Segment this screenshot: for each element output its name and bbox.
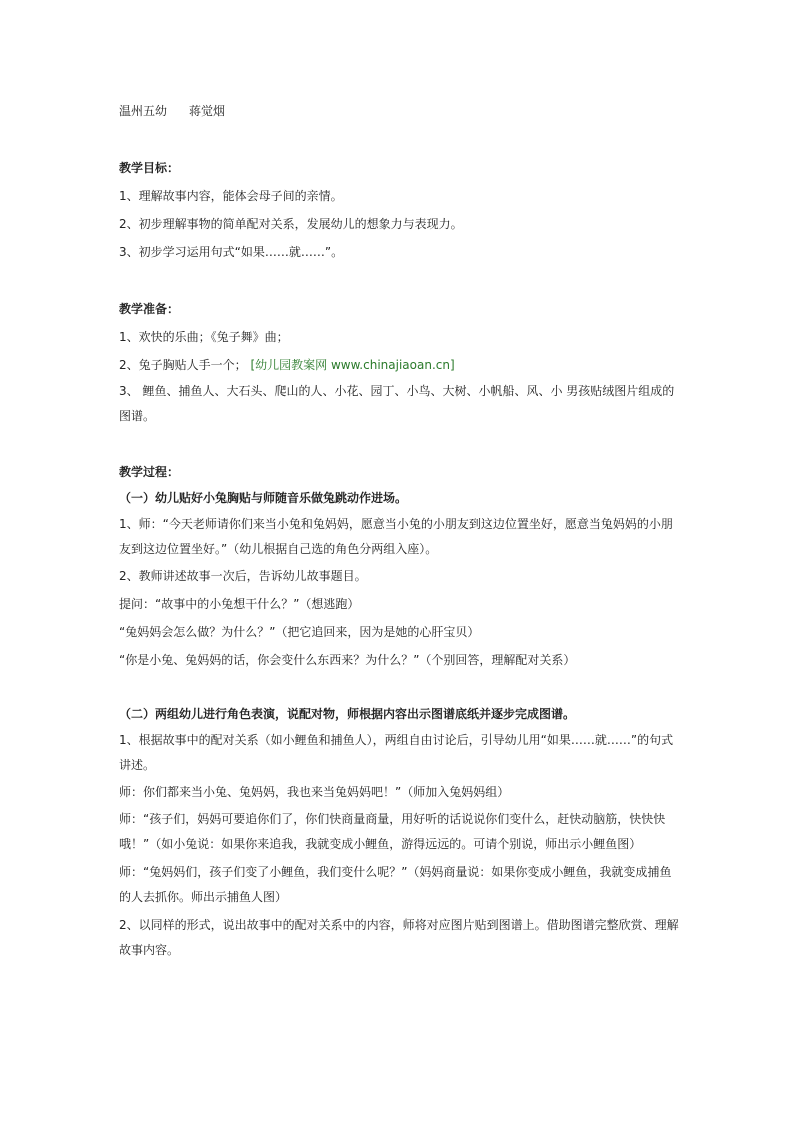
process-heading: 教学过程： (119, 465, 180, 479)
document-body (119, 100, 679, 963)
author-name: 蒋觉烟 (189, 104, 226, 118)
site-link[interactable]: [幼儿园教案网 www.chinajiaoan.cn] (250, 358, 455, 372)
goal-item-1: 1、理解故事内容，能体会母子间的亲情。 (119, 189, 343, 203)
part1-para-2: 2、教师讲述故事一次后，告诉幼儿故事题目。 (119, 569, 367, 583)
prep-item-2 (119, 354, 679, 376)
part1-para-5: “你是小兔、兔妈妈的话，你会变什么东西来？为什么？”（个别回答，理解配对关系） (119, 653, 576, 667)
part2-title: （二）两组幼儿进行角色表演，说配对物，师根据内容出示图谱底纸并逐步完成图谱。 (119, 707, 576, 721)
school-name: 温州五幼 (119, 104, 168, 118)
author-line (119, 100, 679, 122)
part1-para-4: “兔妈妈会怎么做？为什么？”（把它追回来，因为是她的心肝宝贝） (119, 625, 480, 639)
part1-para-3: 提问：“故事中的小兔想干什么？”（想逃跑） (119, 597, 360, 611)
goal-item-2: 2、初步理解事物的简单配对关系，发展幼儿的想象力与表现力。 (119, 217, 463, 231)
part2-para-2: 师：你们都来当小兔、兔妈妈，我也来当兔妈妈吧！”（师加入兔妈妈组） (119, 785, 510, 799)
part2-para-1: 1、根据故事中的配对关系（如小鲤鱼和捕鱼人），两组自由讨论后，引导幼儿用“如果……就……”的句式讲述。 (119, 733, 674, 772)
part2-para-3: 师：“孩子们，妈妈可要追你们了，你们快商量商量，用好听的话说说你们变什么，赶快动脑筋，快快快哦！”（如小兔说：如果你来追我，我就变成小鲤鱼，游得远远的。可请个别说，师出示小鲤鱼图） (119, 812, 666, 851)
part1-para-1: 1、师：“今天老师请你们来当小兔和兔妈妈，愿意当小兔的小朋友到这边位置坐好，愿意当兔妈妈的小朋友到这边位置坐好。”（幼儿根据自己选的角色分两组入座）。 (119, 517, 673, 556)
prep-item-3: 3、 鲤鱼、捕鱼人、大石头、爬山的人、小花、园丁、小鸟、大树、小帆船、风、小 男孩贴绒图片组成的图谱。 (119, 384, 675, 423)
part2-para-4: 师：“兔妈妈们，孩子们变了小鲤鱼，我们变什么呢？”（妈妈商量说：如果你变成小鲤鱼，我就变成捕鱼的人去抓你。师出示捕鱼人图） (119, 865, 672, 904)
prep-heading: 教学准备： (119, 302, 180, 316)
prep-item-2-text: 2、兔子胸贴人手一个； (119, 358, 247, 372)
goal-item-3: 3、初步学习运用句式“如果……就……”。 (119, 245, 344, 259)
part1-title: （一）幼儿贴好小兔胸贴与师随音乐做兔跳动作进场。 (119, 491, 408, 505)
prep-item-1: 1、欢快的乐曲；《兔子舞》曲； (119, 330, 289, 344)
part2-para-5: 2、以同样的形式，说出故事中的配对关系中的内容，师将对应图片贴到图谱上。借助图谱完整欣赏、理解故事内容。 (119, 918, 679, 957)
goals-heading: 教学目标： (119, 161, 180, 175)
